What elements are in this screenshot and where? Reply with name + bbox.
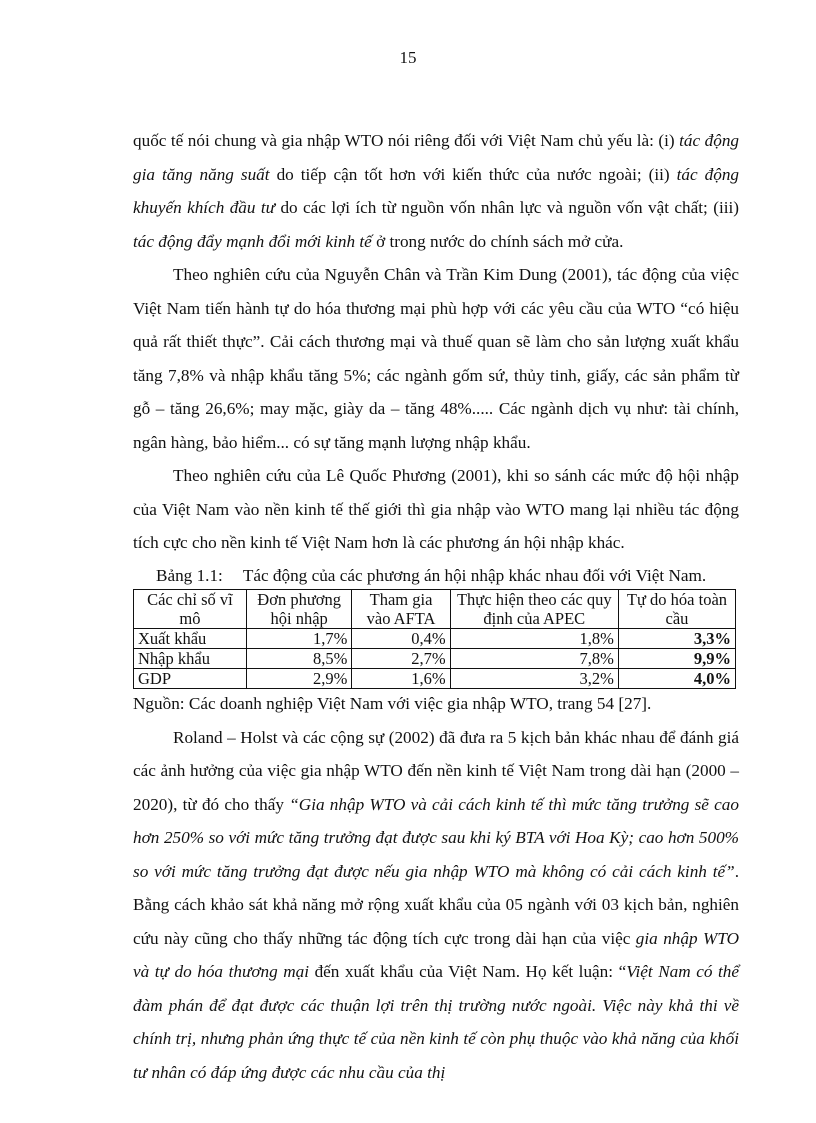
table-row (134, 668, 736, 688)
table-cell: 1,6% (352, 668, 450, 688)
page-number: 15 (399, 48, 417, 67)
table-cell: 1,8% (450, 628, 618, 648)
para1-text-1: quốc tế nói chung và gia nhập WTO nói riêng đối với Việt Nam chủ yếu là: (i) (133, 131, 680, 150)
table-caption-text: Tác động của các phương án hội nhập khác nhau đối với Việt Nam. (242, 565, 707, 585)
paragraph-2: Theo nghiên cứu của Nguyễn Chân và Trần Kim Dung (2001), tác động của việc Việt Nam tiến hành tự do hóa thương mại phù hợp với các yêu cầu của WTO “có hiệu quả rất thiết thực”. Cải cách thương mại và thuế quan sẽ làm cho sản lượng xuất khẩu tăng 7,8% và nhập khẩu tăng 5%; các ngành gốm sứ, thủy tinh, giấy, các sản phẩm từ gỗ – tăng 26,6%; may mặc, giày da – tăng 48%..... Các ngành dịch vụ như: tài chính, ngân hàng, bảo hiểm... có sự tăng mạnh lượng nhập khẩu. (133, 265, 739, 452)
table-header-cell: Các chỉ số vĩ mô (134, 589, 247, 628)
paragraph-3: Theo nghiên cứu của Lê Quốc Phương (2001), khi so sánh các mức độ hội nhập của Việt Nam vào nền kinh tế thế giới thì gia nhập vào WTO mang lại nhiều tác động tích cực cho nền kinh tế Việt Nam hơn là các phương án hội nhập khác. (133, 466, 739, 552)
table-cell-highlight: 9,9% (618, 648, 735, 668)
table-cell-highlight: 4,0% (618, 668, 735, 688)
para4-italic-1: “Gia nhập WTO và cải cách kinh tế thì mức tăng trưởng sẽ cao hơn 250% so với mức tăng trưởng đạt được sau khi ký BTA với Hoa Kỳ; cao hơn 500% so với mức tăng trưởng đạt được nếu gia nhập WTO mà không có cải cách kinh tế” (133, 794, 739, 881)
page-body (133, 124, 739, 1089)
table-header-cell: Tham gia vào AFTA (352, 589, 450, 628)
table-cell: 1,7% (246, 628, 352, 648)
para1-text-3: do các lợi ích từ nguồn vốn nhân lực và nguồn vốn vật chất; (iii) (275, 198, 739, 217)
table-header-cell: Đơn phương hội nhập (246, 589, 352, 628)
para4-text-1: Roland – Holst và các cộng sự (2002) đã đưa ra 5 kịch bản khác nhau để đánh giá các ảnh hưởng của việc gia nhập WTO đến nền kinh tế Việt Nam trong dài hạn (2000 – 2020), từ đó cho thấy (133, 727, 739, 814)
para1-text-2: do tiếp cận tốt hơn với kiến thức của nước ngoài; (ii) (269, 164, 677, 184)
table-row (134, 628, 736, 648)
table-row (134, 648, 736, 668)
table-cell: 3,2% (450, 668, 618, 688)
para1-italic-1: tác động gia tăng năng suất (133, 131, 740, 184)
paragraph-4 (133, 721, 739, 1090)
table-cell: 2,7% (352, 648, 450, 668)
para4-italic-2: gia nhập WTO và tự do hóa thương mại (133, 928, 739, 981)
table-cell: 7,8% (450, 648, 618, 668)
table-header-cell: Tự do hóa toàn cầu (618, 589, 735, 628)
para1-italic-2: tác động khuyến khích đầu tư (133, 164, 740, 217)
para4-text-3: đến xuất khẩu của Việt Nam. Họ kết luận: “ (309, 962, 627, 981)
table-header-row (134, 589, 736, 628)
para1-text-4: ở trong nước do chính sách mở cửa. (371, 231, 624, 251)
para4-italic-3: Việt Nam có thể đàm phán để đạt được các thuận lợi trên thị trường nước ngoài. Việc này khả thi về chính trị, nhưng phản ứng thực tế của nền kinh tế còn phụ thuộc vào khả năng của khối tư nhân có đáp ứng được các nhu cầu của thị (133, 962, 740, 1082)
table-caption-label: Bảng 1.1: (156, 565, 223, 585)
table-row-label: Xuất khẩu (134, 628, 247, 648)
table-header-cell: Thực hiện theo các quy định của APEC (450, 589, 618, 628)
table-row-label: GDP (134, 668, 247, 688)
table-source: Nguồn: Các doanh nghiệp Việt Nam với việc gia nhập WTO, trang 54 [27]. (133, 693, 652, 713)
para1-italic-3: tác động đẩy mạnh đổi mới kinh tế (133, 231, 372, 251)
table-caption (133, 563, 739, 589)
table-cell: 0,4% (352, 628, 450, 648)
table-cell: 8,5% (246, 648, 352, 668)
impact-table (133, 589, 736, 689)
paragraph-1 (133, 124, 739, 258)
para4-text-2: . Bằng cách khảo sát khả năng mở rộng xuất khẩu của 05 ngành với 03 kịch bản, nghiên cứu này cũng cho thấy những tác động tích cực trong dài hạn của việc (133, 861, 739, 948)
table-row-label: Nhập khẩu (134, 648, 247, 668)
table-cell: 2,9% (246, 668, 352, 688)
table-cell-highlight: 3,3% (618, 628, 735, 648)
